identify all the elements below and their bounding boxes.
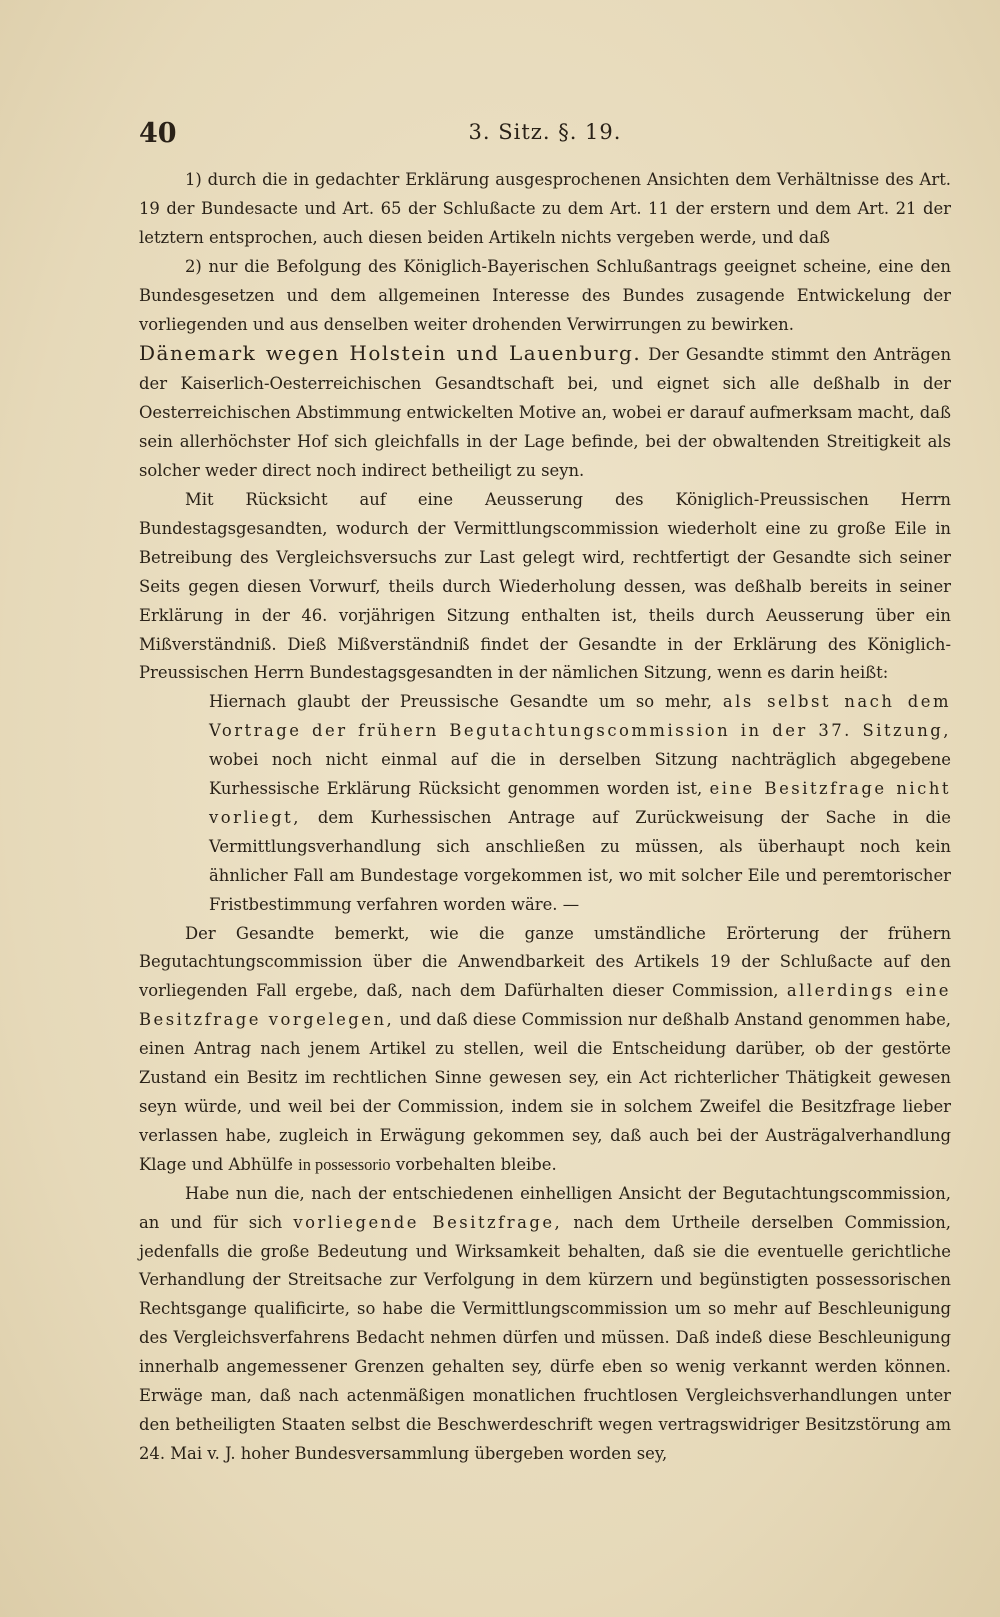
paragraph-1: 1) durch die in gedachter Erklärung ausgesprochenen Ansichten dem Verhältnisse des Art. 19 der Bundesacte und Art. 65 der Schlußacte zu dem Art. 11 der erstern und dem Art. 21 der letztern entsprochen, auch diesen beiden Artikeln nichts vergeben werde, und daß <box>139 170 951 247</box>
paragraph-4: Mit Rücksicht auf eine Aeusserung des Königlich-Preussischen Herrn Bundestagsgesandten, wodurch der Vermittlungscommission wiederholt eine zu große Eile in Betreibung des Vergleichsversuchs zur Last gelegt wird, rechtfertigt der Gesandte sich seiner Seits gegen diesen Vorwurf, theils durch Wiederholung dessen, was deßhalb bereits in seiner Erklärung in der 46. vorjährigen Sitzung enthalten ist, theils durch Aeusserung über ein Mißverständniß. Dieß Mißverständniß findet der Gesandte in der Erklärung des Königlich-Preussischen Herrn Bundestagsgesandten in der nämlichen Sitzung, wenn es darin heißt: <box>139 489 951 683</box>
quote-emphasis-2: eine Besitzfrage nicht vorliegt, <box>209 779 951 827</box>
page-number: 40 <box>139 118 177 149</box>
paragraph-5-part-3: vorbehalten bleibe. <box>395 1154 557 1174</box>
paragraph-3-text: Der Gesandte stimmt den Anträgen der Kaiserlich-Oesterreichischen Gesandtschaft bei, und eignet sich alle deßhalb in der Oesterreichischen Abstimmung entwickelten Motive an, wobei er darauf aufmerksam macht, daß sein allerhöchster Hof sich gleichfalls in der Lage befinde, bei der obwaltenden Streitigkeit als solcher weder direct noch indirect betheiligt zu seyn. <box>139 345 952 481</box>
running-head: 3. Sitz. §. 19. <box>468 120 622 144</box>
paragraph-5 <box>139 920 951 1180</box>
paragraph-6 <box>139 1180 951 1469</box>
paragraph-6-part-2: nach dem Urtheile derselben Commission, jedenfalls die große Bedeutung und Wirksamkeit behalten, daß sie die eventuelle gerichtliche Verhandlung der Streitsache zur Verfolgung in dem kürzern und begünstigten possessorischen Rechtsgange qualificirte, so habe die Vermittlungscommission um so mehr auf Beschleunigung des Vergleichsverfahrens Bedacht nehmen dürfen und müssen. Daß indeß diese Beschleunigung innerhalb angemessener Grenzen gehalten sey, dürfe eben so wenig verkannt werden können. Erwäge man, daß nach actenmäßigen monatlichen fruchtlosen Vergleichsverhandlungen unter den betheiligten Staaten selbst die Beschwerdeschrift wegen vertragswidriger Besitzstörung am 24. Mai v. J. hoher Bundesversammlung übergeben worden sey, <box>139 1212 951 1463</box>
quote-part-3: dem Kurhessischen Antrage auf Zurückweisung der Sache in die Vermittlungsverhandlung sich anschließen zu müssen, als überhaupt noch kein ähnlicher Fall am Bundestage vorgekommen ist, wo mit solcher Eile und peremtorischer Fristbestimmung verfahren worden wäre. — <box>209 807 951 914</box>
quote-part-1: Hiernach glaubt der Preussische Gesandte um so mehr, <box>209 692 713 712</box>
quote-part-2: wobei noch nicht einmal auf die in derselben Sitzung nachträglich abgegebene Kurhessische Erklärung Rücksicht genommen worden ist, <box>209 750 951 799</box>
paragraph-5-part-1: Der Gesandte bemerkt, wie die ganze umständliche Erörterung der frühern Begutachtungscommission über die Anwendbarkeit des Artikels 19 der Schlußacte auf den vorliegenden Fall ergebe, daß, nach dem Dafürhalten dieser Commission, <box>139 923 951 1001</box>
paragraph-6-emphasis: vorliegende Besitzfrage, <box>293 1212 563 1232</box>
paragraph-5-emphasis: allerdings eine Besitzfrage vorgelegen, <box>139 981 951 1030</box>
section-heading: Dänemark wegen Holstein und Lauenburg. <box>139 341 642 366</box>
quotation <box>139 688 951 919</box>
paragraph-6-part-1: Habe nun die, nach der entschiedenen einhelligen Ansicht der Begutachtungscommission, an und für sich <box>139 1183 951 1232</box>
body-text <box>139 166 951 1469</box>
paragraph-5-part-2: und daß diese Commission nur deßhalb Anstand genommen habe, einen Antrag nach jenem Artikel zu stellen, weil die Entscheidung darüber, ob der gestörte Zustand ein Besitz im rechtlichen Sinne gewesen sey, ein Act richterlicher Thätigkeit gewesen seyn würde, und weil bei der Commission, indem sie in solchem Zweifel die Besitzfrage lieber verlassen habe, zugleich in Erwägung gekommen sey, daß auch bei der Austrägalverhandlung Klage und Abhülfe <box>139 1010 951 1174</box>
quote-emphasis-1: als selbst nach dem Vortrage der frühern Begutachtungscommission in der 37. Sitzung, <box>209 692 951 741</box>
latin-phrase: in possessorio <box>298 1154 391 1174</box>
paragraph-2: 2) nur die Befolgung des Königlich-Bayerischen Schlußantrags geeignet scheine, eine den Bundesgesetzen und dem allgemeinen Interesse des Bundes zusagende Entwickelung der vorliegenden und aus denselben weiter drohenden Verwirrungen zu bewirken. <box>139 256 951 334</box>
paragraph-3 <box>139 339 951 486</box>
page-header <box>139 118 951 158</box>
